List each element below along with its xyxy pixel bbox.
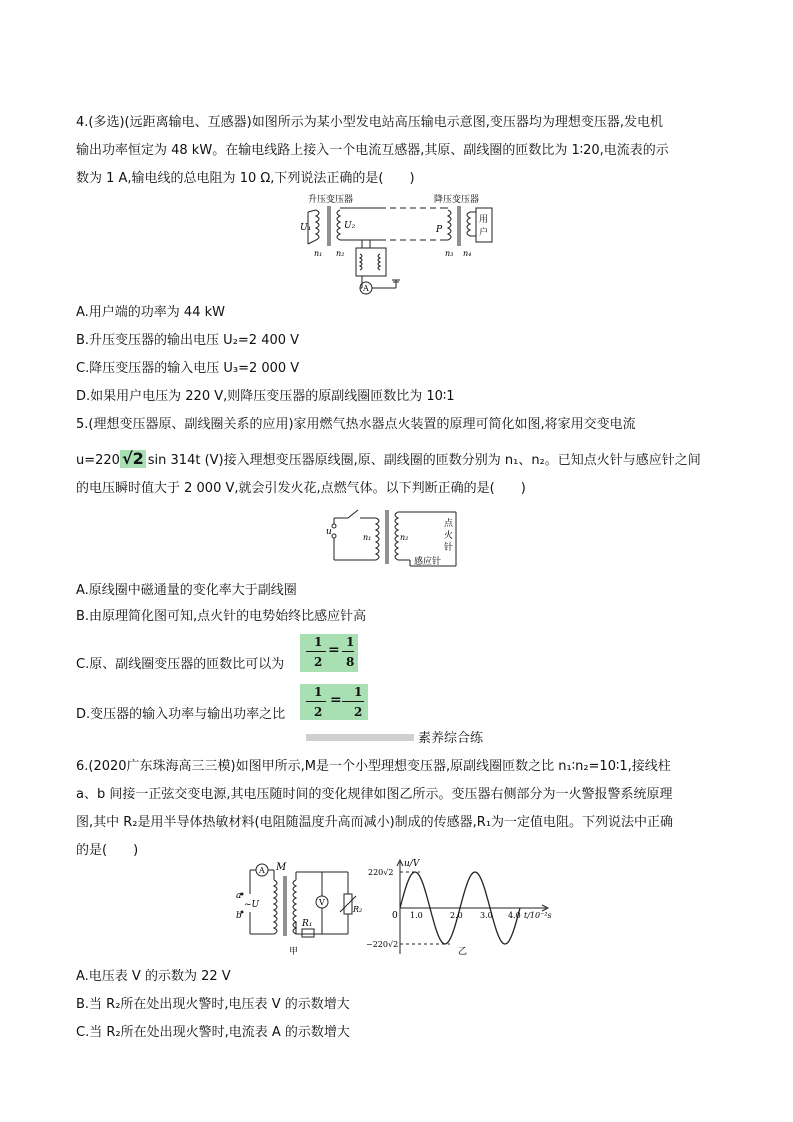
q6-label-a: a: [236, 891, 242, 901]
q6-option-a: A.电压表 V 的示数为 22 V: [76, 969, 231, 984]
q5-label-zhen: 针: [444, 543, 454, 553]
section-divider-bar: [306, 734, 414, 741]
q6-stem-line1: 6.(2020广东珠海高三三模)如图甲所示,M是一个小型理想变压器,原副线圈匝数之比 n₁∶n₂=10∶1,接线柱: [76, 759, 671, 774]
q5-label-u: u: [326, 527, 332, 537]
q6-tick-4: 4.0: [508, 911, 521, 920]
q6-tick-1: 1.0: [410, 911, 423, 920]
q6-ymin-label: −220√2: [366, 940, 399, 949]
q6-tick-0: 0: [392, 911, 398, 921]
q4-stem-line1: 4.(多选)(远距离输电、互感器)如图所示为某小型发电站高压输电示意图,变压器均为理想变压器,发电机: [76, 115, 663, 130]
q5-option-d: D.变压器的输入功率与输出功率之比: [76, 707, 286, 722]
q5-formula-part2: sin 314t (V)接入理想变压器原线圈,原、副线圈的匝数分别为 n₁、n₂。已知点火针与感应针之间: [147, 453, 701, 468]
q4-label-n2: n₂: [336, 249, 345, 258]
q4-label-step-up: 升压变压器: [308, 195, 354, 205]
q6-label-b: b: [236, 911, 242, 921]
q6-stem-line2: a、b 间接一正弦交变电源,其电压随时间的变化规律如图乙所示。变压器右侧部分为一火警报警系统原理: [76, 787, 673, 802]
q5-option-a: A.原线圈中磁通量的变化率大于副线圈: [76, 583, 297, 598]
q6-figure-yi-voltage-graph: [366, 856, 556, 960]
q6-label-m: M: [276, 862, 287, 873]
q4-label-user2: 户: [479, 228, 489, 238]
q6-xlabel: t/10⁻²s: [524, 911, 552, 920]
q6-ammeter-label: A: [259, 866, 265, 875]
q6-tick-3: 3.0: [480, 911, 493, 920]
q6-caption-jia: 甲: [289, 947, 299, 957]
q6-label-r2: R₂: [353, 905, 363, 914]
q6-figure-jia: [236, 862, 363, 958]
q6-voltmeter-label: V: [319, 898, 325, 907]
q6-caption-yi: 乙: [458, 947, 468, 957]
section-title: 素养综合练: [418, 731, 484, 746]
q5-option-c-fraction: 1 2 = 1 8: [300, 634, 358, 672]
q5-stem-line1: 5.(理想变压器原、副线圈关系的应用)家用燃气热水器点火装置的原理可简化如图,将家用交变电流: [76, 417, 636, 432]
q6-ymax-label: 220√2: [368, 868, 394, 877]
q4-circuit-diagram: [300, 192, 500, 298]
q4-label-step-down: 降压变压器: [434, 195, 480, 205]
q5-stem-line2: [76, 450, 701, 470]
q5-option-b: B.由原理简化图可知,点火针的电势始终比感应针高: [76, 609, 367, 624]
q5-ignition-diagram: [326, 504, 466, 570]
q4-label-u2: U₂: [344, 221, 356, 231]
q5-sqrt2-formula: √2: [121, 449, 144, 468]
q5-label-n2: n₂: [400, 533, 409, 542]
q5-label-n1: n₁: [363, 533, 372, 542]
q5-option-d-fraction: 1 2 = 1 2: [300, 684, 368, 720]
q4-stem-line3: 数为 1 A,输电线的总电阻为 10 Ω,下列说法正确的是( ): [76, 171, 415, 186]
q5-stem-line3: 的电压瞬时值大于 2 000 V,就会引发火花,点燃气体。以下判断正确的是( ): [76, 481, 526, 496]
q5-label-sensor: 感应针: [414, 557, 442, 567]
q5-label-huo: 火: [444, 531, 454, 541]
q4-ammeter-label: A: [363, 284, 369, 293]
q6-stem-line4: 的是( ): [76, 843, 139, 858]
q6-ylabel: u/V: [404, 859, 420, 869]
q4-label-u1: U₁: [300, 223, 312, 233]
q4-label-n1: n₁: [314, 249, 323, 258]
q4-option-c: C.降压变压器的输入电压 U₃=2 000 V: [76, 361, 300, 376]
q5-option-c: C.原、副线圈变压器的匝数比可以为: [76, 657, 285, 672]
q6-label-u: ~U: [244, 900, 260, 910]
q5-label-dian: 点: [444, 519, 454, 529]
q4-option-d: D.如果用户电压为 220 V,则降压变压器的原副线圈匝数比为 10∶1: [76, 389, 455, 404]
q4-option-a: A.用户端的功率为 44 kW: [76, 305, 225, 320]
q4-label-p: P: [436, 225, 443, 235]
q6-label-r1: R₁: [302, 919, 313, 929]
q4-label-n3: n₃: [445, 249, 454, 258]
q5-formula-part1: u=220: [76, 453, 120, 468]
q4-option-b: B.升压变压器的输出电压 U₂=2 400 V: [76, 333, 300, 348]
q4-label-n4: n₄: [463, 249, 472, 258]
q4-stem-line2: 输出功率恒定为 48 kW。在输电线路上接入一个电流互感器,其原、副线圈的匝数比为 1∶20,电流表的示: [76, 143, 669, 158]
q6-stem-line3: 图,其中 R₂是用半导体热敏材料(电阻随温度升高而减小)制成的传感器,R₁为一定值电阻。下列说法中正确: [76, 815, 674, 830]
q6-option-c: C.当 R₂所在处出现火警时,电流表 A 的示数增大: [76, 1025, 350, 1040]
q4-label-user1: 用: [479, 215, 489, 225]
q6-option-b: B.当 R₂所在处出现火警时,电压表 V 的示数增大: [76, 997, 350, 1012]
q6-tick-2: 2.0: [450, 911, 463, 920]
